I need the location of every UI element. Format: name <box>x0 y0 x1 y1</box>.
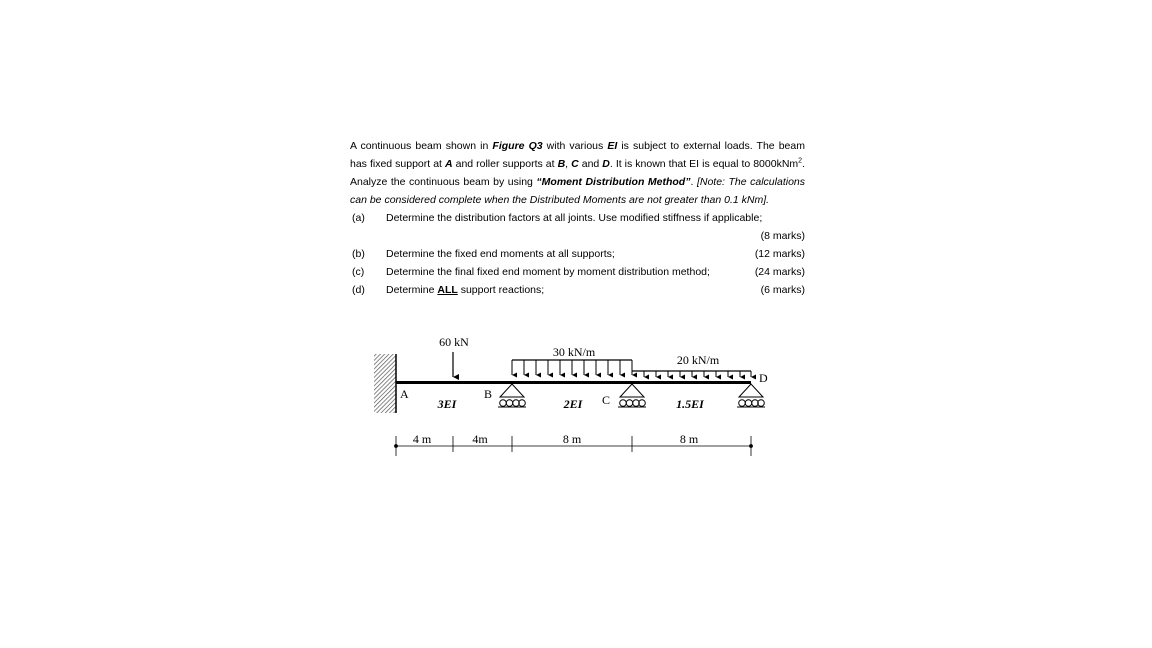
udl-bc <box>512 360 632 375</box>
fixed-support-a <box>374 354 396 413</box>
part-marks: (8 marks) <box>760 230 805 242</box>
part-label: (d) <box>352 284 365 296</box>
point-load-label: 60 kN <box>439 335 469 349</box>
underlined-all: ALL <box>437 284 458 296</box>
node-label-a: A <box>400 387 409 401</box>
part-marks: (24 marks) <box>754 266 805 278</box>
text-run: A continuous beam shown in <box>350 140 493 152</box>
dimension-ab-2: 4m <box>472 432 488 446</box>
node-label-d: D <box>759 371 768 385</box>
figure-reference: Figure Q3 <box>492 140 543 152</box>
text-run: . <box>690 176 697 188</box>
text-run: and <box>578 158 603 170</box>
ei-term: EI <box>607 140 618 152</box>
text-run: with various <box>542 140 608 152</box>
support-d-ref: D <box>602 158 610 170</box>
part-text: Determine the final fixed end moment by moment distribution method; <box>386 266 710 278</box>
part-label: (b) <box>352 248 365 260</box>
note-text: [Note: The calculations can be considered complete when the Distributed Moments are not greater than 0.1 kNm]. <box>350 176 805 206</box>
part-marks: (6 marks) <box>760 284 805 296</box>
beam <box>396 381 751 384</box>
support-a-ref: A <box>444 158 453 170</box>
udl-cd <box>632 371 751 377</box>
support-c-ref: C <box>571 158 579 170</box>
text-run: . It is known that EI is equal to 8000kNm <box>609 158 799 170</box>
text-run: and roller supports at <box>452 158 558 170</box>
part-marks: (12 marks) <box>754 248 805 260</box>
roller-support-d <box>737 384 765 407</box>
dimension-ab-1: 4 m <box>412 432 432 446</box>
roller-support-c <box>618 384 646 407</box>
support-b-ref: B <box>557 158 566 170</box>
text-run: support reactions; <box>457 284 545 296</box>
udl-bc-label: 30 kN/m <box>552 345 596 359</box>
superscript: 2 <box>798 157 803 165</box>
part-label: (c) <box>352 266 365 278</box>
roller-support-b <box>498 384 526 407</box>
text-run: , <box>565 158 572 170</box>
text-run: Determine <box>386 284 438 296</box>
part-text: Determine the fixed end moments at all supports; <box>386 248 615 260</box>
node-label-b: B <box>484 387 493 401</box>
dimension-bc: 8 m <box>562 432 582 446</box>
method-name: “Moment Distribution Method” <box>536 176 691 188</box>
ei-label-ab: 3EI <box>437 397 457 411</box>
part-text: Determine the distribution factors at all joints. Use modified stiffness if applicable; <box>386 212 763 224</box>
dimension-cd: 8 m <box>679 432 699 446</box>
udl-cd-label: 20 kN/m <box>676 353 720 367</box>
part-label: (a) <box>352 212 365 224</box>
text-run: . Analyze the continuous beam by using <box>350 158 805 188</box>
node-label-c: C <box>602 393 611 407</box>
ei-label-cd: 1.5EI <box>676 397 704 411</box>
text-run: is subject to external loads. The beam has fixed support at <box>350 140 805 170</box>
ei-label-bc: 2EI <box>563 397 583 411</box>
